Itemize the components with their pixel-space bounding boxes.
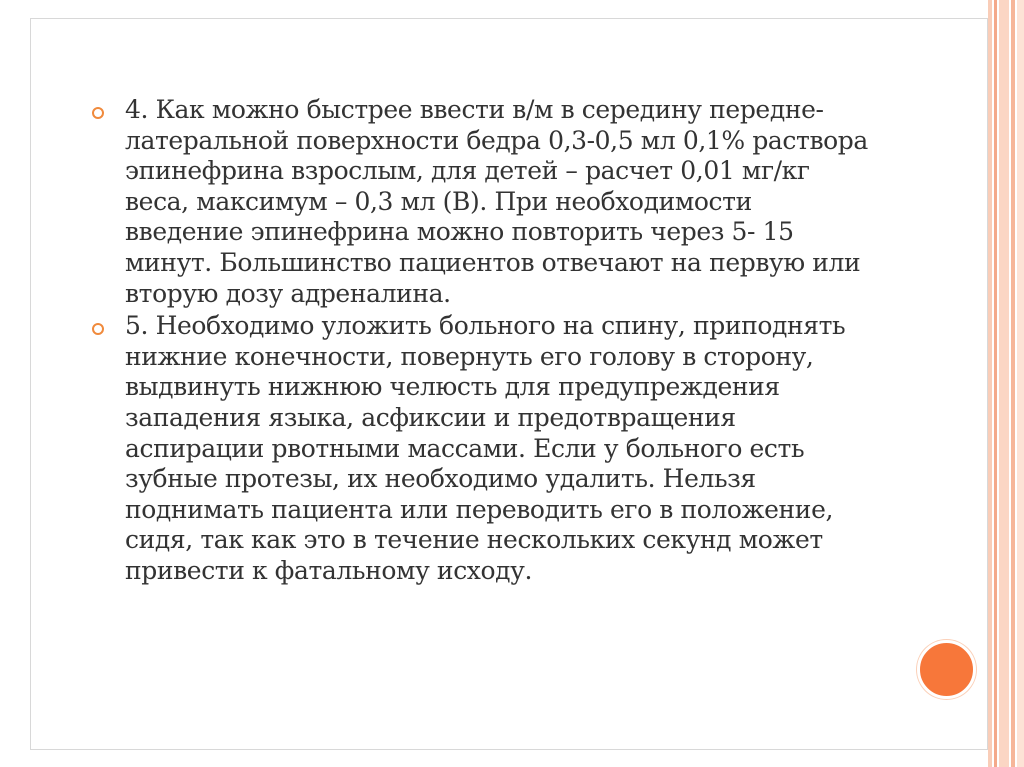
text-line: выдвинуть нижнюю челюсть для предупреждения — [125, 372, 780, 402]
text-line: аспирации рвотными массами. Если у больного есть — [125, 433, 805, 463]
stripe — [1011, 0, 1015, 767]
bullet-circle-icon — [92, 323, 104, 335]
orange-circle-decoration-icon — [917, 640, 976, 699]
text-line: привести к фатальному исходу. — [125, 555, 532, 585]
text-line: вторую дозу адреналина. — [125, 278, 451, 308]
stripe — [999, 0, 1009, 767]
bullet-circle-icon — [92, 107, 104, 119]
bullet-text — [125, 95, 912, 309]
text-line: 4. Как можно быстрее ввести в/м в середину передне- — [125, 95, 824, 124]
slide-content — [92, 95, 912, 589]
text-line: 5. Необходимо уложить больного на спину, приподнять — [125, 311, 846, 341]
text-line: веса, максимум – 0,3 мл (В). При необходимости — [125, 186, 752, 216]
stripe — [988, 0, 992, 767]
text-line: нижние конечности, повернуть его голову в сторону, — [125, 341, 814, 371]
text-line: западения языка, асфиксии и предотвращения — [125, 402, 736, 432]
bullet-item-5 — [92, 311, 912, 586]
stripe — [994, 0, 997, 767]
text-line: сидя, так как это в течение нескольких секунд может — [125, 525, 823, 555]
text-line: зубные протезы, их необходимо удалить. Нельзя — [125, 464, 756, 494]
text-line: латеральной поверхности бедра 0,3-0,5 мл 0,1% раствора — [125, 125, 868, 155]
decorative-stripes — [988, 0, 1024, 767]
stripe — [1017, 0, 1024, 767]
bullet-item-4 — [92, 95, 912, 309]
bullet-text — [125, 311, 912, 586]
text-line: поднимать пациента или переводить его в положение, — [125, 494, 834, 524]
text-line: эпинефрина взрослым, для детей – расчет 0,01 мг/кг — [125, 156, 810, 186]
text-line: введение эпинефрина можно повторить через 5- 15 — [125, 217, 794, 247]
text-line: минут. Большинство пациентов отвечают на первую или — [125, 247, 861, 277]
